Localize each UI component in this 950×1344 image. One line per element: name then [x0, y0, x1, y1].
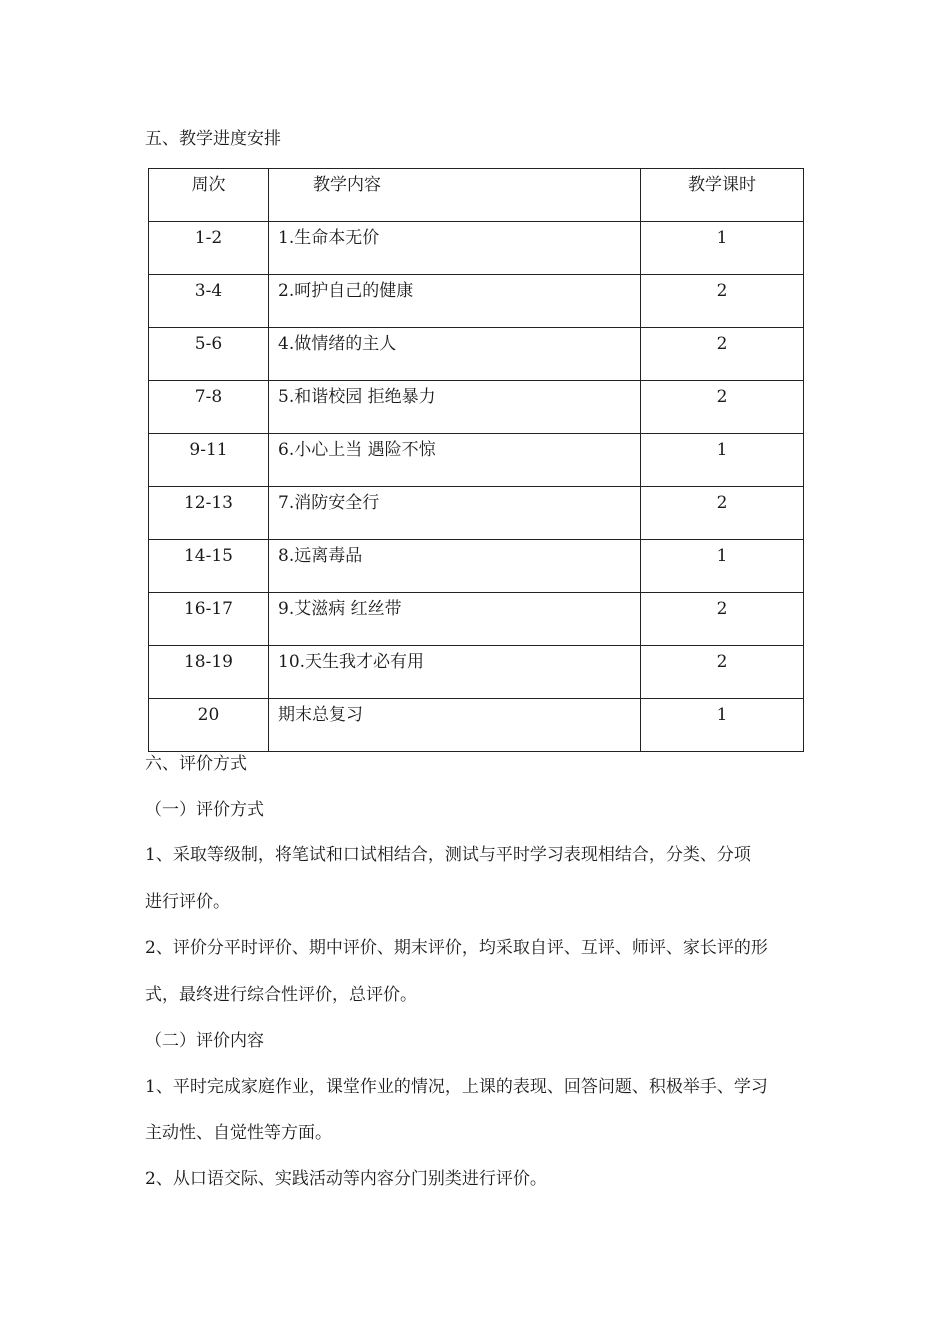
- cell-hours: 1: [641, 222, 804, 275]
- section-5-heading: 五、教学进度安排: [145, 129, 281, 149]
- cell-content: 6.小心上当 遇险不惊: [269, 434, 641, 487]
- cell-hours: 1: [641, 434, 804, 487]
- table-header-row: [149, 169, 804, 222]
- cell-content: 8.远离毒品: [269, 540, 641, 593]
- table-row: [149, 699, 804, 752]
- cell-content: 期末总复习: [269, 699, 641, 752]
- cell-week: 9-11: [149, 434, 269, 487]
- cell-week: 7-8: [149, 381, 269, 434]
- cell-content: 5.和谐校园 拒绝暴力: [269, 381, 641, 434]
- table-row: [149, 222, 804, 275]
- section-6-heading: 六、评价方式: [145, 754, 247, 774]
- cell-content: 4.做情绪的主人: [269, 328, 641, 381]
- cell-week: 16-17: [149, 593, 269, 646]
- cell-week: 14-15: [149, 540, 269, 593]
- cell-hours: 2: [641, 487, 804, 540]
- table-row: [149, 328, 804, 381]
- schedule-table: [148, 168, 804, 752]
- table-row: [149, 593, 804, 646]
- table-row: [149, 434, 804, 487]
- sub-1-paragraph-1-line-1: 1、采取等级制，将笔试和口试相结合，测试与平时学习表现相结合，分类、分项: [145, 845, 751, 865]
- sub-1-paragraph-1-line-2: 进行评价。: [145, 892, 230, 912]
- header-hours: 教学课时: [641, 169, 804, 222]
- table-row: [149, 487, 804, 540]
- sub-2-paragraph-1-line-1: 1、平时完成家庭作业，课堂作业的情况，上课的表现、回答问题、积极举手、学习: [145, 1077, 768, 1097]
- cell-hours: 2: [641, 646, 804, 699]
- table-row: [149, 381, 804, 434]
- cell-hours: 2: [641, 593, 804, 646]
- sub-2-paragraph-1-line-2: 主动性、自觉性等方面。: [145, 1123, 332, 1143]
- sub-1-paragraph-2-line-2: 式，最终进行综合性评价，总评价。: [145, 985, 417, 1005]
- table-row: [149, 646, 804, 699]
- cell-hours: 2: [641, 328, 804, 381]
- cell-hours: 2: [641, 275, 804, 328]
- cell-week: 12-13: [149, 487, 269, 540]
- sub-2-heading: （二）评价内容: [145, 1031, 264, 1051]
- cell-week: 20: [149, 699, 269, 752]
- cell-content: 2.呵护自己的健康: [269, 275, 641, 328]
- cell-hours: 1: [641, 540, 804, 593]
- cell-content: 1.生命本无价: [269, 222, 641, 275]
- sub-1-heading: （一）评价方式: [145, 800, 264, 820]
- cell-content: 7.消防安全行: [269, 487, 641, 540]
- header-content: 教学内容: [269, 169, 641, 222]
- cell-content: 10.天生我才必有用: [269, 646, 641, 699]
- cell-hours: 1: [641, 699, 804, 752]
- sub-2-paragraph-2-line-1: 2、从口语交际、实践活动等内容分门别类进行评价。: [145, 1169, 547, 1189]
- cell-content: 9.艾滋病 红丝带: [269, 593, 641, 646]
- sub-1-paragraph-2-line-1: 2、评价分平时评价、期中评价、期末评价，均采取自评、互评、师评、家长评的形: [145, 938, 768, 958]
- header-week: 周次: [149, 169, 269, 222]
- cell-week: 1-2: [149, 222, 269, 275]
- table-row: [149, 275, 804, 328]
- cell-week: 18-19: [149, 646, 269, 699]
- table-row: [149, 540, 804, 593]
- cell-week: 5-6: [149, 328, 269, 381]
- cell-hours: 2: [641, 381, 804, 434]
- cell-week: 3-4: [149, 275, 269, 328]
